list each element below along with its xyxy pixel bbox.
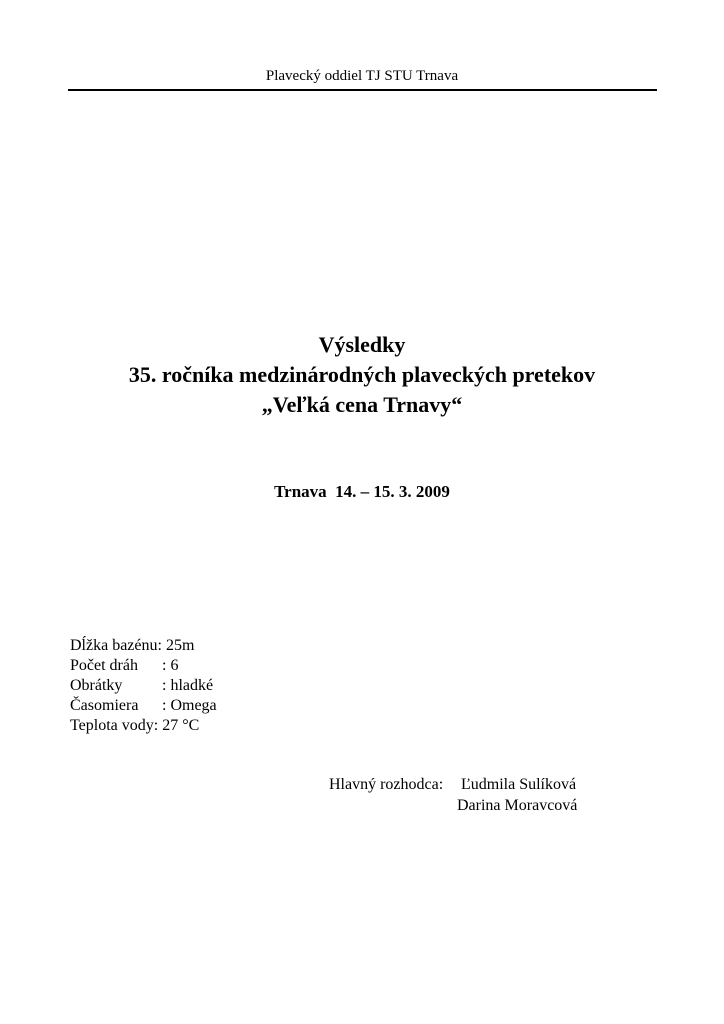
info-value: 25m xyxy=(161,637,195,654)
info-label: Obrátky xyxy=(70,677,123,694)
info-value: 27 °C xyxy=(158,717,200,734)
referee-row-1 xyxy=(329,774,577,795)
document-title xyxy=(0,330,724,420)
info-label: Počet dráh xyxy=(70,657,138,674)
referee-name: Ľudmila Sulíková xyxy=(461,776,577,793)
header-divider xyxy=(68,89,657,91)
referee-label: Hlavný rozhodca: xyxy=(329,776,444,793)
pool-info-list xyxy=(70,636,217,736)
info-row-pool-length xyxy=(70,636,217,656)
info-row-water-temperature xyxy=(70,716,217,736)
info-label: Dĺžka bazénu xyxy=(70,637,158,654)
info-row-timing xyxy=(70,696,217,716)
title-line-2: 35. ročníka medzinárodných plaveckých pretekov xyxy=(128,362,596,387)
info-separator: : xyxy=(162,657,167,674)
info-label: Teplota vody xyxy=(70,717,154,734)
title-line-1: Výsledky xyxy=(318,332,406,357)
title-line-3: „Veľká cena Trnavy“ xyxy=(261,392,463,417)
info-separator: : xyxy=(153,717,159,734)
referee-row-2 xyxy=(329,795,577,816)
info-value: hladké xyxy=(166,677,214,694)
info-row-lanes xyxy=(70,656,217,676)
info-value: Omega xyxy=(166,697,217,714)
chief-referee-block xyxy=(329,774,577,816)
info-separator: : xyxy=(162,677,167,694)
event-location-date: Trnava 14. – 15. 3. 2009 xyxy=(274,482,450,501)
info-separator: : xyxy=(157,637,162,654)
info-row-turns xyxy=(70,676,217,696)
document-header: Plavecký oddiel TJ STU Trnava xyxy=(265,68,459,84)
info-separator: : xyxy=(162,697,167,714)
referee-name: Darina Moravcová xyxy=(457,797,578,814)
info-value: 6 xyxy=(166,657,179,674)
info-label: Časomiera xyxy=(70,697,139,714)
